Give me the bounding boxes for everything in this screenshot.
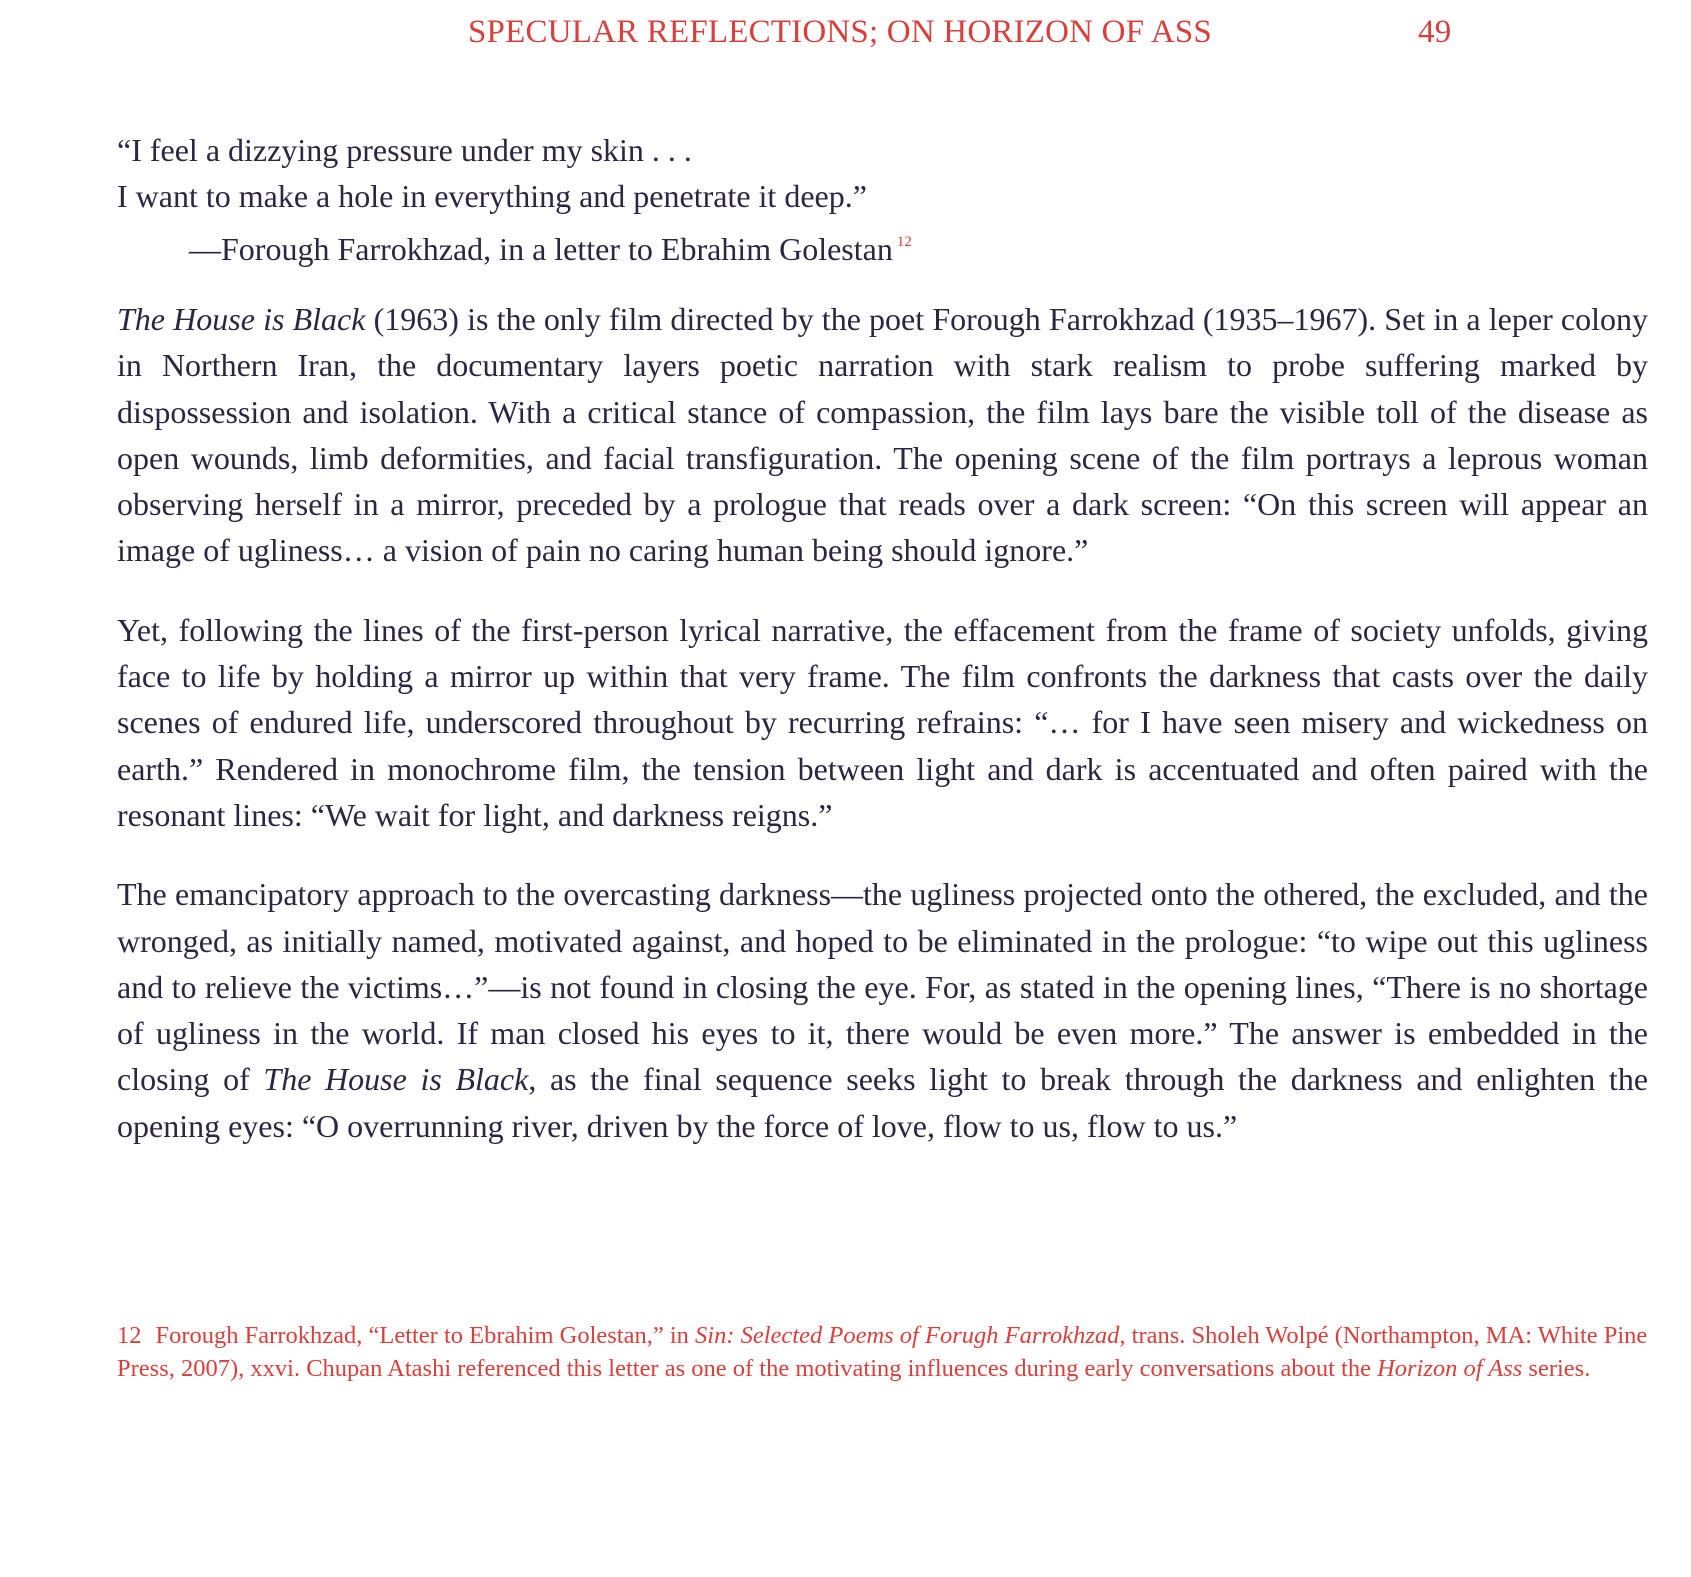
paragraph-2 (117, 607, 1648, 838)
running-head (468, 14, 1568, 51)
footnote-text-b: , trans. Sholeh Wolpé (Northampton, MA: White Pine Press, 2007), xxvi. Chupan Atashi referenced this letter as one of the motivating influences during early conversations about the (117, 1322, 1648, 1382)
paragraph-3-text-a: The emancipatory approach to the overcasting darkness—the ugliness projected onto the othered, the excluded, and the wronged, as initially named, motivated against, and hoped to be eliminated in the prologue: “to wipe out this ugliness and to relieve the victims…”—is not found in closing the eye. For, as stated in the opening lines, “There is no shortage of ugliness in the world. If man closed his eyes to it, there would be even more.” The answer is embedded in the closing of (117, 876, 1648, 1098)
footnote-text-c: series. (1522, 1354, 1591, 1382)
epigraph-line-2: I want to make a hole in everything and penetrate it deep.” (117, 178, 867, 214)
footnote-text-a: Forough Farrokhzad, “Letter to Ebrahim Golestan,” in (155, 1322, 696, 1349)
film-title: The House is Black (117, 301, 366, 337)
paragraph-2-text: Yet, following the lines of the first-person lyrical narrative, the effacement from the frame of society unfolds, giving face to life by holding a mirror up within that very frame. The film confronts the darkness that casts over the daily scenes of endured life, underscored throughout by recurring refrains: “… for I have seen misery and wickedness on earth.” Rendered in monochrome film, the tension between light and dark is accentuated and often paired with the resonant lines: “We wait for light, and darkness reigns.” (117, 611, 1648, 833)
footnote (117, 1320, 1648, 1385)
film-title: The House is Black (263, 1061, 529, 1098)
epigraph-attribution-text: —Forough Farrokhzad, in a letter to Ebrahim Golestan (189, 231, 893, 267)
running-title: SPECULAR REFLECTIONS; ON HORIZON OF ASS (468, 14, 1212, 50)
epigraph-line-1: “I feel a dizzying pressure under my skin . . . (117, 132, 692, 168)
paragraph-1 (117, 296, 1648, 574)
epigraph (117, 127, 1647, 272)
footnote-book-title: Sin: Selected Poems of Forugh Farrokhzad (695, 1322, 1120, 1349)
page-number: 49 (1418, 14, 1452, 50)
epigraph-attribution (117, 219, 1647, 272)
body-text (117, 296, 1648, 1182)
footnote-series-title: Horizon of Ass (1377, 1354, 1523, 1382)
footnote-number: 12 (117, 1322, 142, 1349)
paragraph-1-text: (1963) is the only film directed by the poet Forough Farrokhzad (1935–1967). Set in a leper colony in Northern Iran, the documentary layers poetic narration with stark realism to probe suffering marked by dispossession and isolation. With a critical stance of compassion, the film lays bare the visible toll of the disease as open wounds, limb deformities, and facial transfiguration. The opening scene of the film portrays a leprous woman observing herself in a mirror, preceded by a prologue that reads over a dark screen: “On this screen will appear an image of ugliness… a vision of pain no caring human being should ignore.” (117, 301, 1649, 569)
paragraph-3 (117, 871, 1648, 1149)
paragraph-3-text-b: , as the final sequence seeks light to break through the darkness and enlighten the opening eyes: “O overrunning river, driven by the force of love, flow to us, flow to us.” (117, 1061, 1649, 1144)
footnote-reference[interactable]: 12 (896, 234, 912, 250)
